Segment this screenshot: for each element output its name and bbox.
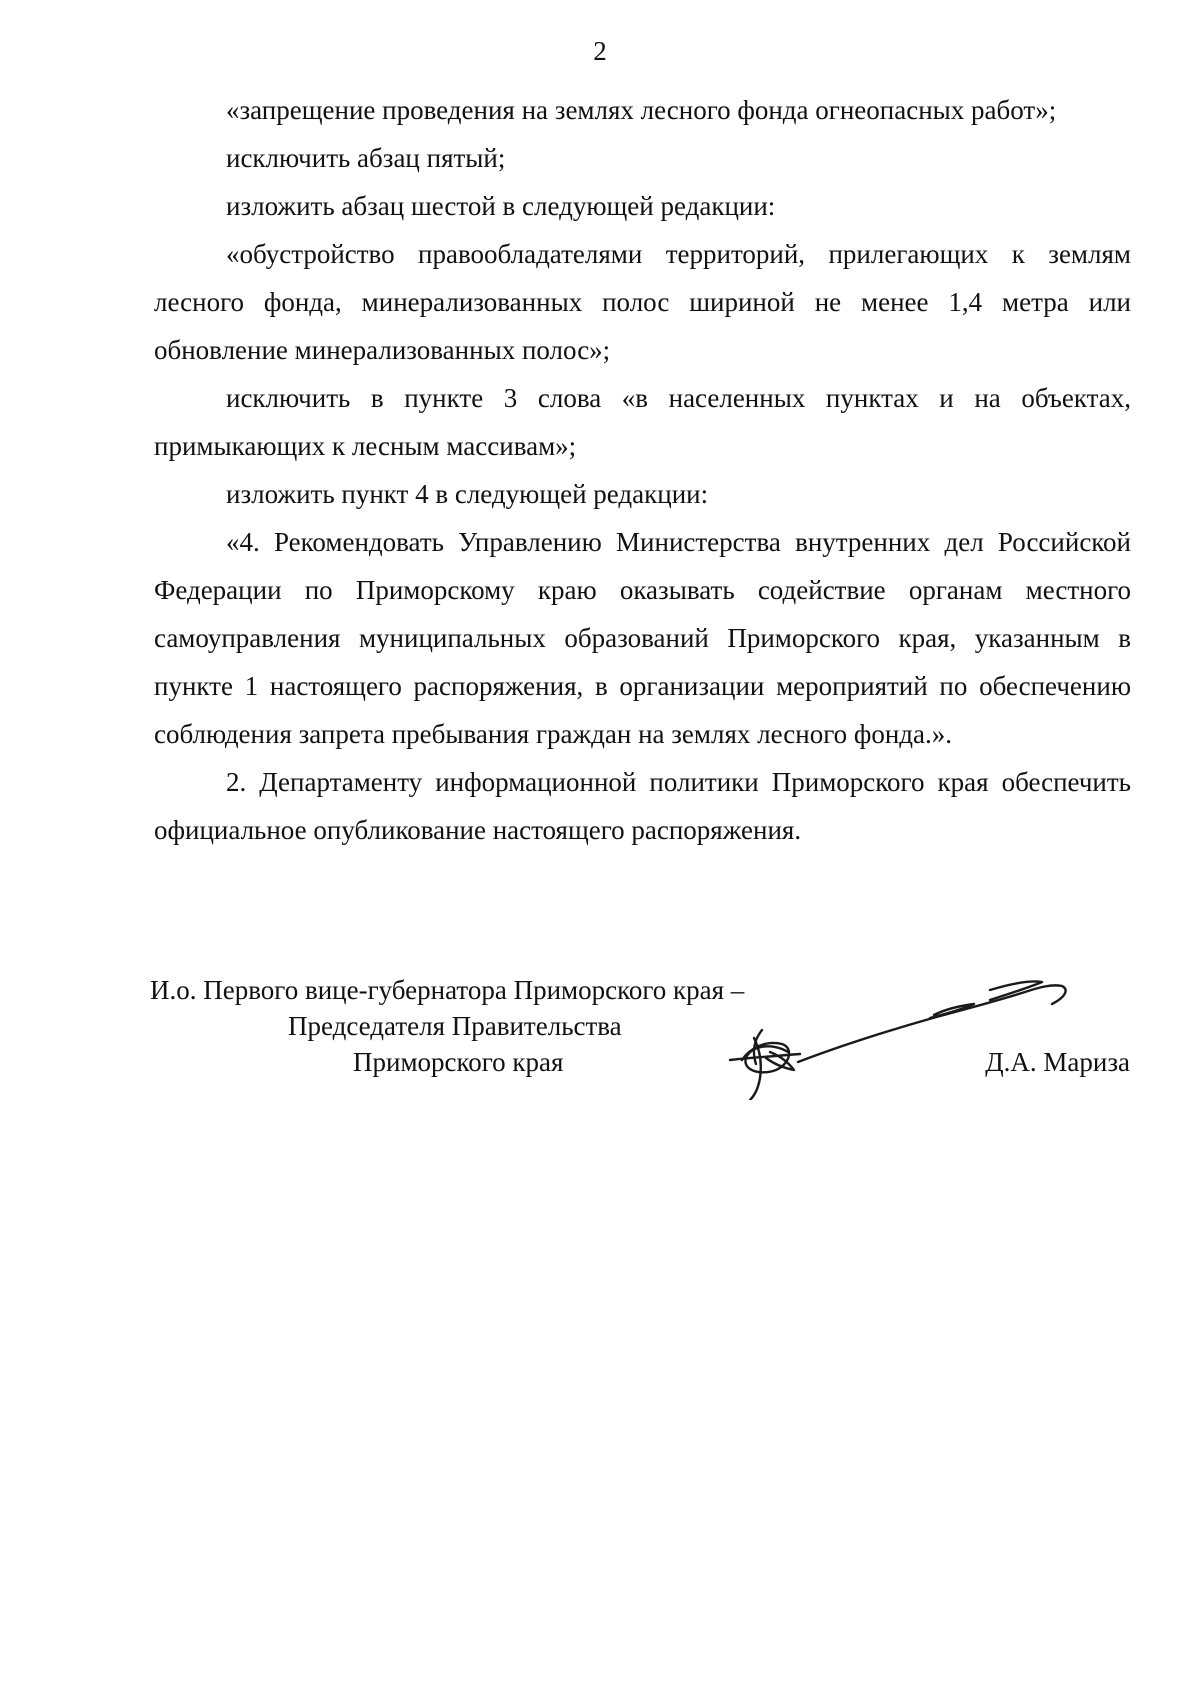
paragraph-1: «запрещение проведения на землях лесного фонда огнеопасных работ»;	[226, 95, 1057, 125]
signatory-name: Д.А. Мариза	[985, 1047, 1130, 1077]
signatory-title-line-2: Председателя Правительства	[288, 1011, 622, 1041]
signatory-title	[150, 972, 744, 1080]
signature-block	[150, 972, 1130, 1102]
paragraph-4: «обустройство правообладателями территорий, прилегающих к землям лесного фонда, минерализованных полос шириной не менее 1,4 метра или обновление минерализованных полос»;	[154, 239, 1131, 365]
paragraph-2: исключить абзац пятый;	[226, 143, 506, 173]
paragraph-6: изложить пункт 4 в следующей редакции:	[226, 479, 709, 509]
page-number: 2	[593, 36, 607, 66]
paragraph-8: 2. Департаменту информационной политики Приморского края обеспечить официальное опубликование настоящего распоряжения.	[154, 767, 1131, 845]
document-body	[154, 86, 1131, 854]
signatory-title-line-1: И.о. Первого вице-губернатора Приморского края –	[150, 975, 745, 1005]
paragraph-3: изложить абзац шестой в следующей редакции:	[226, 191, 776, 221]
paragraph-5: исключить в пункте 3 слова «в населенных пунктах и на объектах, примыкающих к лесным массивам»;	[154, 383, 1131, 461]
paragraph-7: «4. Рекомендовать Управлению Министерства внутренних дел Российской Федерации по Приморскому краю оказывать содействие органам местного самоуправления муниципальных образований Приморского края, указанным в пункте 1 настоящего распоряжения, в организации мероприятий по обеспечению соблюдения запрета пребывания граждан на землях лесного фонда.».	[154, 527, 1131, 749]
signatory-title-line-3: Приморского края	[353, 1047, 564, 1077]
